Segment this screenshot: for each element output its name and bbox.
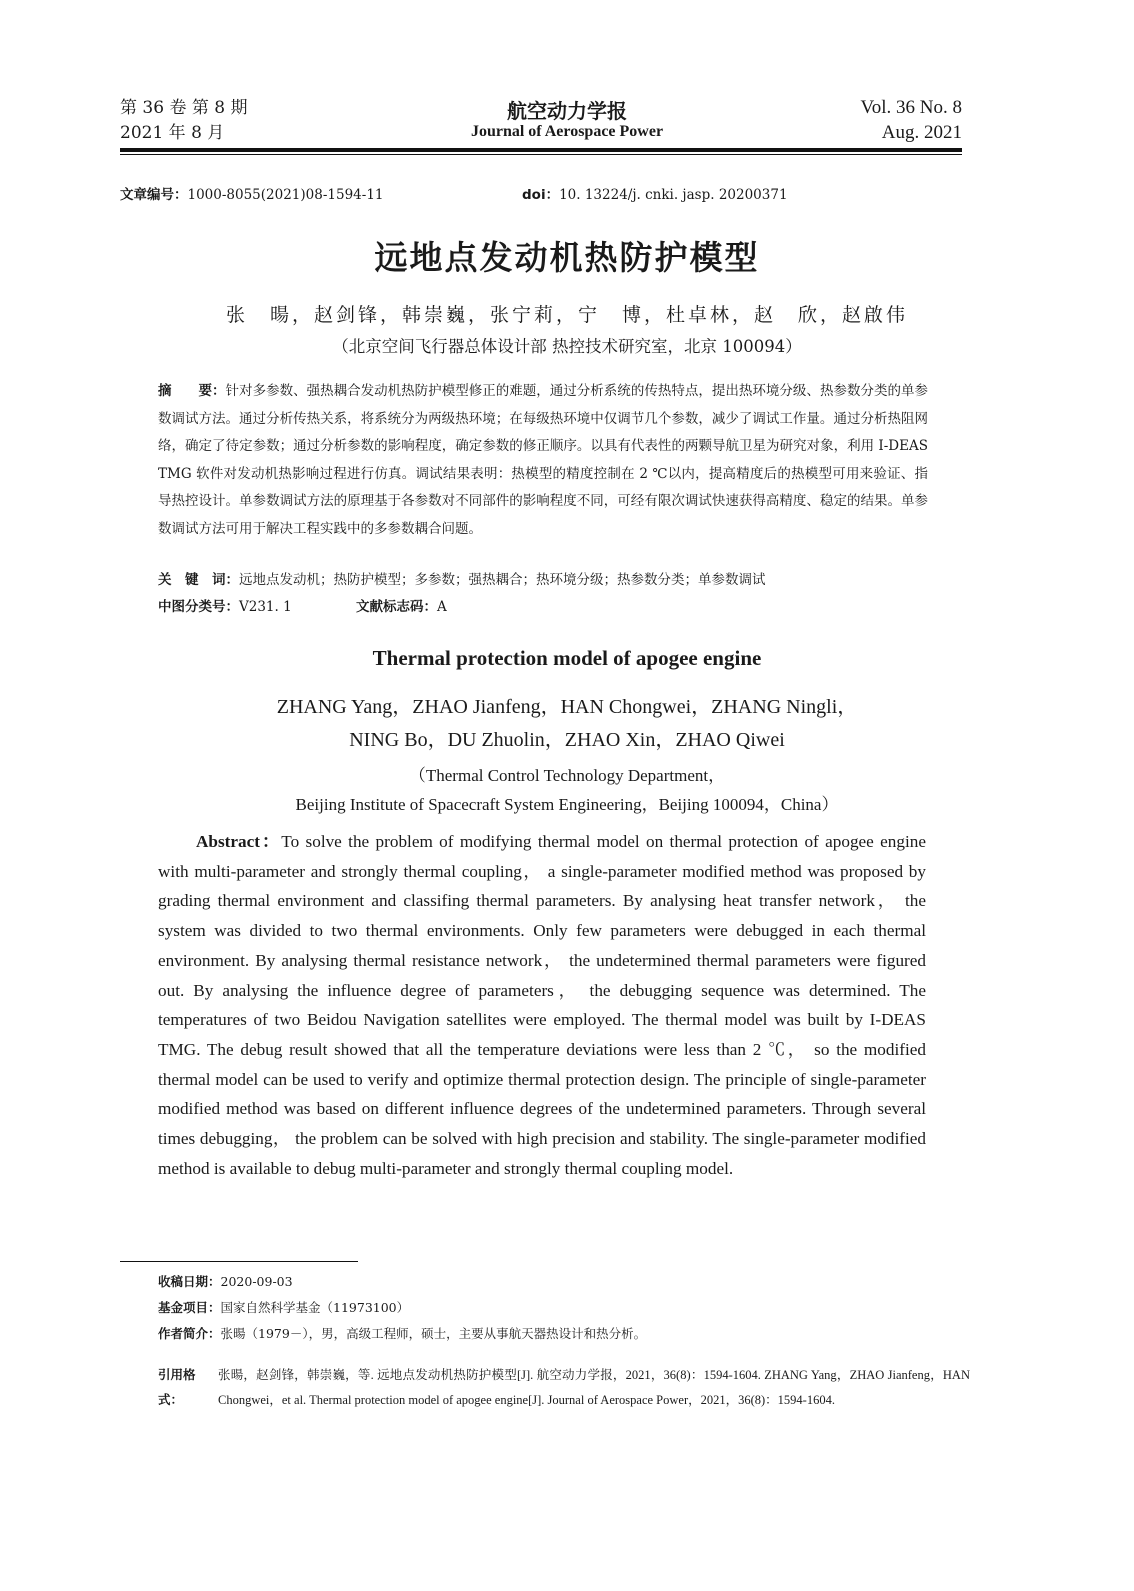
abstract-en-text: To solve the problem of modifying thermal model on thermal protection of apogee engine with multi-parameter and strongly thermal coupling， a single-parameter modified method was proposed by grading thermal environment and classifing thermal parameters. By analysing heat transfer network， the system was divided to two thermal environments. Only few parameters were debugged in each thermal environment. By analysing thermal resistance network， the undetermined thermal parameters were figured out. By analysing the influence degree of parameters， the debugging sequence was determined. The temperatures of two Beidou Navigation satellites were employed. The thermal model was built by I-DEAS TMG. The debug result showed that all the temperature deviations were less than 2 ℃， so the modified thermal model can be used to verify and optimize thermal protection design. The principle of single-parameter modified method was based on different influence degrees of the undetermined parameters. Through several times debugging， the problem can be solved with high precision and stability. The single-parameter modified method is available to debug multi-parameter and strongly thermal coupling model. <box>158 832 926 1178</box>
clc-label: 中图分类号： <box>158 599 239 615</box>
volume-issue-cn: 第 36 卷 第 8 期 <box>120 98 248 118</box>
abstract-cn-text: 针对多参数、强热耦合发动机热防护模型修正的难题，通过分析系统的传热特点，提出热环境分级、热参数分类的单参数调试方法。通过分析传热关系，将系统分为两级热环境；在每级热环境中仅调节几个参数，减少了调试工作量。通过分析热阻网络，确定了待定参数；通过分析参数的影响程度，确定参数的修正顺序。以具有代表性的两颗导航卫星为研究对象，利用 I-DEAS TMG 软件对发动机热影响过程进行仿真。调试结果表明：热模型的精度控制在 2 ℃以内，提高精度后的热模型可用来验证、指导热控设计。单参数调试方法的原理基于各参数对不同部件的影响程度不同，可经有限次调试快速获得高精度、稳定的结果。单参数调试方法可用于解决工程实践中的多参数耦合问题。 <box>158 383 929 537</box>
authors-en-line-1: ZHANG Yang，ZHAO Jianfeng，HAN Chongwei，ZHANG Ningli， <box>276 696 858 718</box>
received-date <box>158 1272 293 1290</box>
header-rule-thick <box>120 148 962 152</box>
keywords-cn-label: 关 键 词： <box>158 572 239 588</box>
received-label: 收稿日期： <box>158 1274 221 1289</box>
article-number <box>120 183 384 203</box>
citation-text: 张暘，赵剑锋，韩崇巍，等. 远地点发动机热防护模型[J]. 航空动力学报，2021，36(8)：1594-1604. ZHANG Yang，ZHAO Jianfeng，HAN Chongwei，et al. Thermal protection model of apogee engine[J]. Journal of Aerospace Power，2021，36(8)：1594-1604. <box>218 1368 970 1407</box>
doi-value: 10. 13224/j. cnki. jasp. 20200371 <box>559 187 788 203</box>
title-cn: 远地点发动机热防护模型 <box>374 238 760 277</box>
fund-label: 基金项目： <box>158 1300 221 1315</box>
fund-value: 国家自然科学基金（11973100） <box>220 1300 410 1315</box>
author-bio-value: 张暘（1979－），男，高级工程师，硕士，主要从事航天器热设计和热分析。 <box>220 1326 647 1341</box>
authors-cn: 张 暘，赵剑锋，韩崇巍，张宁莉，宁 博，杜卓林，赵 欣，赵啟伟 <box>225 304 908 326</box>
journal-name-cn: 航空动力学报 <box>507 99 627 123</box>
keywords-cn <box>158 567 928 594</box>
abstract-en-label: Abstract： <box>196 832 282 851</box>
doi <box>522 183 788 203</box>
received-value: 2020-09-03 <box>220 1274 293 1289</box>
abstract-en <box>158 827 926 1183</box>
doc-code-value: A <box>437 599 447 615</box>
doi-label: doi： <box>522 187 560 203</box>
doc-code-label: 文献标志码： <box>356 599 437 615</box>
date-en: Aug. 2021 <box>881 122 962 143</box>
journal-name-en: Journal of Aerospace Power <box>470 123 664 140</box>
article-number-label: 文章编号： <box>120 187 188 203</box>
affiliation-en-line-2: Beijing Institute of Spacecraft System Engineering，Beijing 100094，China） <box>295 795 839 814</box>
volume-issue-en: Vol. 36 No. 8 <box>860 97 962 118</box>
title-en: Thermal protection model of apogee engine <box>372 646 762 670</box>
citation <box>158 1363 970 1412</box>
fund-project <box>158 1298 409 1316</box>
article-number-value: 1000-8055(2021)08-1594-11 <box>187 187 384 203</box>
authors-en-line-2: NING Bo，DU Zhuolin，ZHAO Xin，ZHAO Qiwei <box>349 729 785 751</box>
date-cn: 2021 年 8 月 <box>120 123 225 143</box>
clc-value: V231. 1 <box>239 599 292 615</box>
affiliation-en-line-1: （Thermal Control Technology Department， <box>408 766 726 785</box>
citation-label: 引用格式： <box>158 1367 196 1407</box>
author-bio-label: 作者简介： <box>158 1326 221 1341</box>
header-rule-thin <box>120 154 962 155</box>
author-bio <box>158 1324 646 1342</box>
classification <box>158 594 447 621</box>
abstract-cn <box>158 378 928 543</box>
affiliation-cn: （北京空间飞行器总体设计部 热控技术研究室，北京 100094） <box>332 337 802 356</box>
footnote-rule <box>120 1261 358 1262</box>
abstract-cn-label: 摘 要： <box>158 383 226 399</box>
keywords-cn-text: 远地点发动机；热防护模型；多参数；强热耦合；热环境分级；热参数分类；单参数调试 <box>239 572 766 588</box>
